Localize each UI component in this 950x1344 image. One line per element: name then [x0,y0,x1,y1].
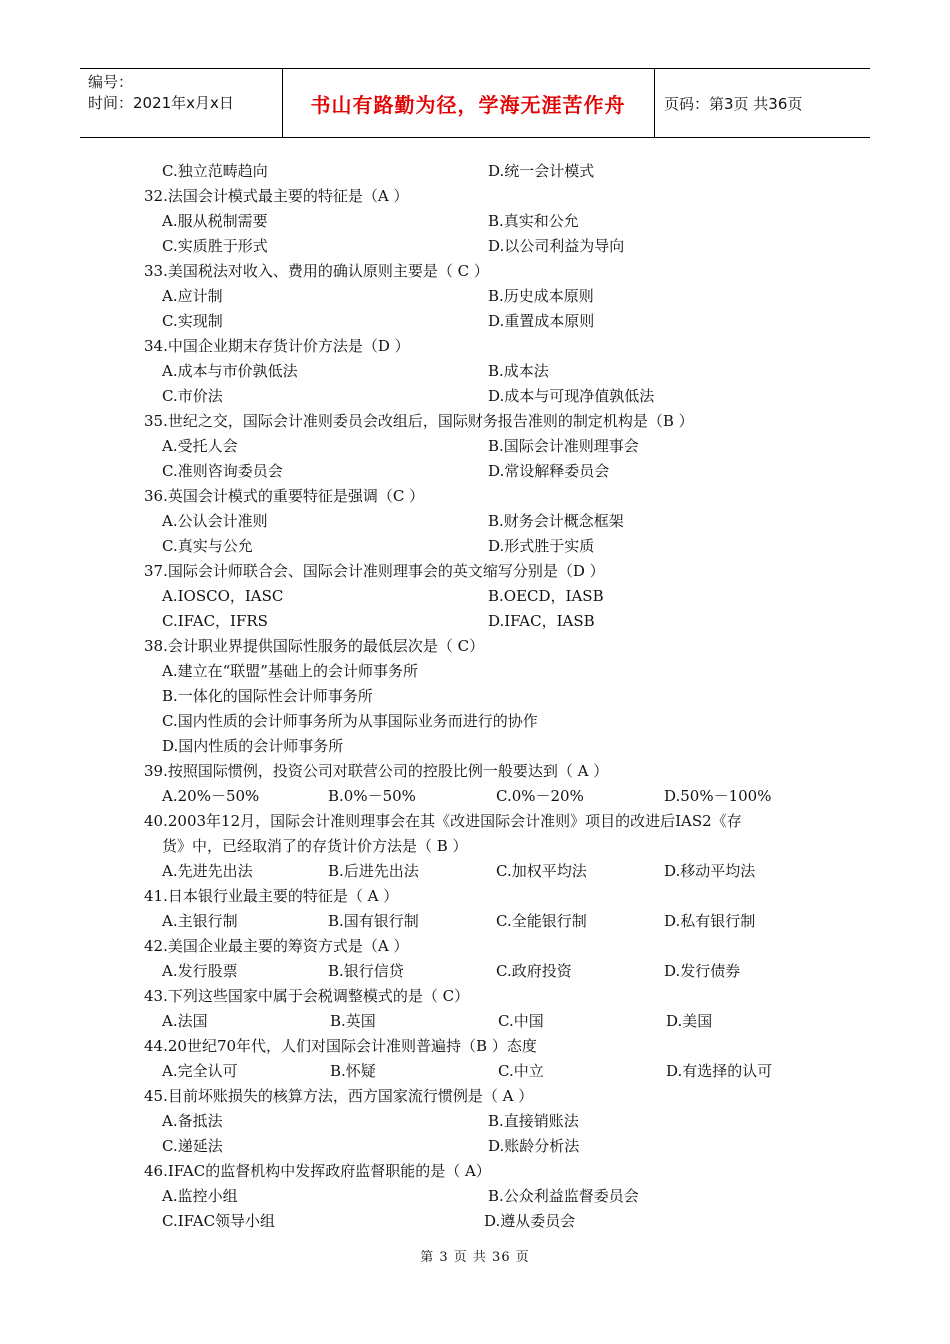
answer-option: D.遵从委员会 [484,1212,576,1230]
answer-option: A.受托人会 [162,437,238,455]
answer-option: B.成本法 [488,362,549,380]
answer-option: D.国内性质的会计师事务所 [162,737,344,755]
answer-option: B.真实和公允 [488,212,579,230]
answer-option: D.发行债券 [664,962,741,980]
answer-option: C.0%－20% [496,787,584,805]
answer-option: A.先进先出法 [162,862,253,880]
answer-option: C.实质胜于形式 [162,237,268,255]
date-label: 时间：2021年x月x日 [88,94,234,112]
question-text: 42.美国企业最主要的筹资方式是（A ） [144,937,409,955]
question-text: 43.下列这些国家中属于会税调整模式的是（ C） [144,987,470,1005]
answer-option: C.递延法 [162,1137,223,1155]
answer-option: D.美国 [666,1012,713,1030]
answer-option: B.直接销账法 [488,1112,579,1130]
answer-option: A.主银行制 [162,912,238,930]
question-text: 38.会计职业界提供国际性服务的最低层次是（ C） [144,637,485,655]
page-header [80,68,870,138]
answer-option: D.形式胜于实质 [488,537,595,555]
answer-option: B.公众利益监督委员会 [488,1187,639,1205]
answer-option: B.0%－50% [328,787,416,805]
answer-option: B.银行信贷 [328,962,404,980]
answer-option: A.建立在“联盟”基础上的会计师事务所 [162,662,418,680]
answer-option: D.账龄分析法 [488,1137,580,1155]
answer-option: B.后进先出法 [328,862,419,880]
answer-option: D.有选择的认可 [666,1062,773,1080]
answer-option: C.国内性质的会计师事务所为从事国际业务而进行的协作 [162,712,538,730]
answer-option: C.实现制 [162,312,223,330]
answer-option: C.IFAC，IFRS [162,612,268,630]
answer-option: D.50%－100% [664,787,772,805]
answer-option: A.成本与市价孰低法 [162,362,298,380]
answer-option: B.英国 [330,1012,376,1030]
page-footer: 第 3 页 共 36 页 [420,1250,530,1265]
header-meta [88,72,234,114]
answer-option: C.中立 [498,1062,544,1080]
answer-option: A.应计制 [162,287,223,305]
question-text: 39.按照国际惯例，投资公司对联营公司的控股比例一般要达到（ A ） [144,762,609,780]
header-motto: 书山有路勤为径，学海无涯苦作舟 [310,93,626,117]
question-text: 35.世纪之交，国际会计准则委员会改组后，国际财务报告准则的制定机构是（B ） [144,412,694,430]
answer-option: D.重置成本原则 [488,312,595,330]
answer-option: D.统一会计模式 [488,162,595,180]
answer-option: B.一体化的国际性会计师事务所 [162,687,373,705]
question-text: 40.2003年12月，国际会计准则理事会在其《改进国际会计准则》项目的改进后IAS2《存 [144,812,742,830]
header-page-number: 页码：第3页 共36页 [664,95,803,113]
answer-option: D.以公司利益为导向 [488,237,625,255]
answer-option: C.市价法 [162,387,223,405]
answer-option: C.IFAC领导小组 [162,1212,276,1230]
question-text: 45.目前坏账损失的核算方法，西方国家流行惯例是（ A ） [144,1087,534,1105]
answer-option: B.国有银行制 [328,912,419,930]
question-text: 32.法国会计模式最主要的特征是（A ） [144,187,409,205]
answer-option: D.私有银行制 [664,912,756,930]
answer-option: B.财务会计概念框架 [488,512,624,530]
answer-option: C.独立范畴趋向 [162,162,268,180]
answer-option: B.OECD，IASB [488,587,604,605]
answer-option: C.全能银行制 [496,912,587,930]
question-text: 34.中国企业期末存货计价方法是（D ） [144,337,410,355]
question-text: 41.日本银行业最主要的特征是（ A ） [144,887,399,905]
answer-option: B.国际会计准则理事会 [488,437,639,455]
question-text: 37.国际会计师联合会、国际会计准则理事会的英文缩写分别是（D ） [144,562,605,580]
answer-option: A.法国 [162,1012,208,1030]
answer-option: C.中国 [498,1012,544,1030]
answer-option: C.政府投资 [496,962,572,980]
header-divider [654,69,655,137]
answer-option: C.真实与公允 [162,537,253,555]
answer-option: D.IFAC，IASB [488,612,595,630]
question-text: 36.英国会计模式的重要特征是强调（C ） [144,487,425,505]
answer-option: A.20%－50% [162,787,260,805]
answer-option: A.备抵法 [162,1112,223,1130]
answer-option: A.公认会计准则 [162,512,268,530]
question-text: 44.20世纪70年代，人们对国际会计准则普遍持（B ）态度 [144,1037,537,1055]
answer-option: 货》中，已经取消了的存货计价方法是（ B ） [162,837,468,855]
answer-option: A.服从税制需要 [162,212,268,230]
answer-option: D.常设解释委员会 [488,462,610,480]
question-text: 46.IFAC的监督机构中发挥政府监督职能的是（ A） [144,1162,491,1180]
answer-option: B.历史成本原则 [488,287,594,305]
answer-option: C.加权平均法 [496,862,587,880]
answer-option: A.监控小组 [162,1187,238,1205]
question-text: 33.美国税法对收入、费用的确认原则主要是（ C ） [144,262,489,280]
serial-label: 编号： [88,73,134,91]
answer-option: D.成本与可现净值孰低法 [488,387,655,405]
answer-option: C.准则咨询委员会 [162,462,283,480]
answer-option: A.完全认可 [162,1062,238,1080]
answer-option: D.移动平均法 [664,862,756,880]
answer-option: B.怀疑 [330,1062,376,1080]
answer-option: A.发行股票 [162,962,238,980]
answer-option: A.IOSCO，IASC [162,587,284,605]
